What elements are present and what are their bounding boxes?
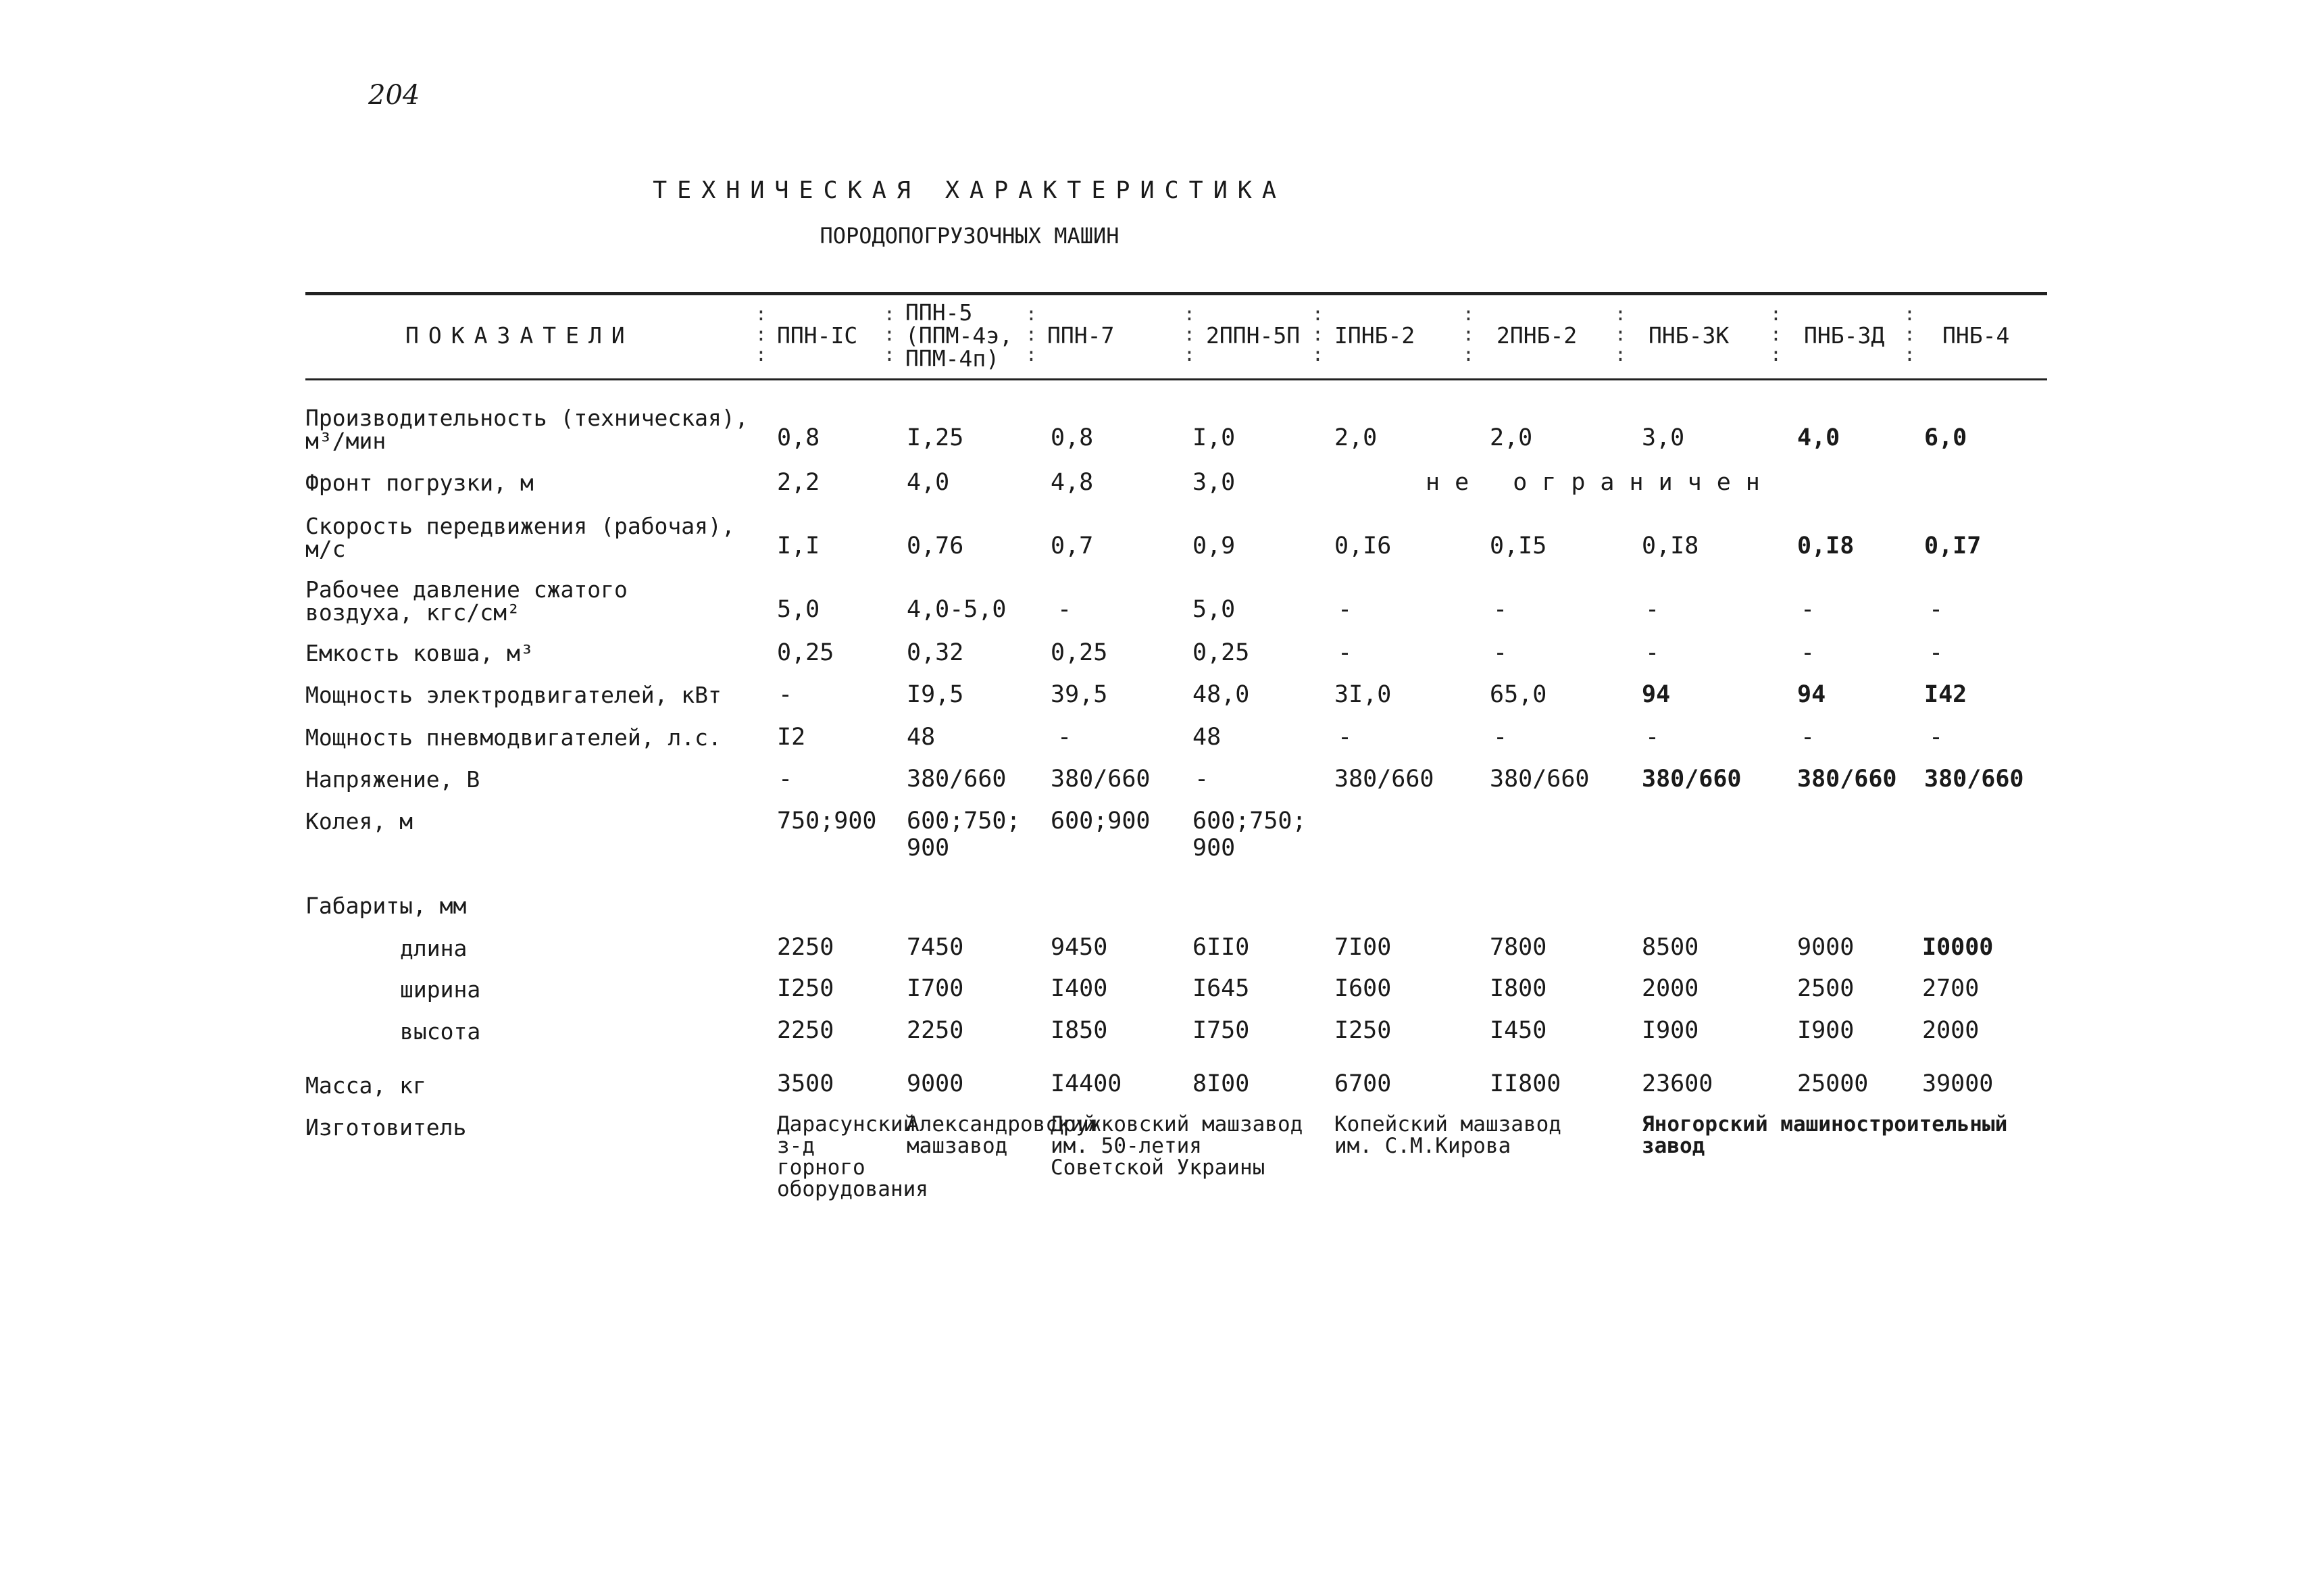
cell: 9000 <box>1797 934 1855 961</box>
cell: I250 <box>777 975 834 1002</box>
cell: 0,I8 <box>1642 532 1699 559</box>
dimensions-heading: Габариты, мм <box>305 893 467 919</box>
header-indicators <box>405 299 634 373</box>
cell: 2,0 <box>1490 424 1533 451</box>
cell: 0,I5 <box>1490 532 1547 559</box>
manufacturer-cell: Дружковский машзавод им. 50-летия Советской Украины <box>1051 1112 1303 1180</box>
cell: 380/660 <box>1334 766 1434 793</box>
cell: - <box>1057 596 1072 623</box>
cell: 380/660 <box>1924 766 2024 793</box>
document-title: ТЕХНИЧЕСКАЯ ХАРАКТЕРИСТИКА <box>653 177 1286 204</box>
cell: 0,7 <box>1051 532 1094 559</box>
column-separator: : : : <box>1463 303 1474 366</box>
cell: 5,0 <box>777 596 820 623</box>
cell: 2,2 <box>777 469 820 496</box>
cell: 2250 <box>777 934 834 961</box>
cell: 2250 <box>777 1017 834 1044</box>
cell: 65,0 <box>1490 681 1547 708</box>
cell: - <box>1194 766 1209 793</box>
cell: 4,0-5,0 <box>907 596 1007 623</box>
dimension-label-height: высота <box>400 1018 481 1045</box>
cell: I450 <box>1490 1017 1547 1044</box>
manufacturer-cell: Дарасунский з-д горного оборудования <box>777 1112 928 1201</box>
row-label-mass: Масса, кг <box>305 1072 426 1099</box>
cell: 2000 <box>1642 975 1699 1002</box>
cell: I800 <box>1490 975 1547 1002</box>
cell: I600 <box>1334 975 1392 1002</box>
manufacturer-cell: Копейский машзавод им. С.М.Кирова <box>1334 1112 1561 1158</box>
cell: 6II0 <box>1192 934 1250 961</box>
cell: - <box>1929 639 1944 666</box>
header-machine-9: ПНБ-4 <box>1942 322 2010 349</box>
cell-not-limited: не ограничен <box>1426 469 1775 496</box>
row-label-air-pressure: Рабочее давление сжатого воздуха, кгс/см² <box>305 576 628 626</box>
cell: 8I00 <box>1192 1070 1250 1097</box>
cell: 9450 <box>1051 934 1108 961</box>
column-separator: : : : <box>1904 303 1915 366</box>
cell: 3,0 <box>1642 424 1685 451</box>
cell: 600;750; 900 <box>1192 807 1307 862</box>
cell: 7450 <box>907 934 964 961</box>
cell: - <box>1801 639 1815 666</box>
page-number: 204 <box>368 80 420 111</box>
cell: 25000 <box>1797 1070 1869 1097</box>
cell: 0,8 <box>777 424 820 451</box>
cell: 0,8 <box>1051 424 1094 451</box>
cell: - <box>1801 724 1815 751</box>
cell: I,25 <box>907 424 964 451</box>
cell: - <box>1929 596 1944 623</box>
cell: I42 <box>1924 681 1967 708</box>
cell: 380/660 <box>1797 766 1897 793</box>
cell: I900 <box>1642 1017 1699 1044</box>
cell: 4,8 <box>1051 469 1094 496</box>
cell: - <box>1338 724 1353 751</box>
cell: 23600 <box>1642 1070 1713 1097</box>
row-label-bucket-capacity: Емкость ковша, м³ <box>305 640 534 666</box>
header-machine-7: ПНБ-3К <box>1649 322 1730 349</box>
cell: 3,0 <box>1192 469 1236 496</box>
cell: 600;750; 900 <box>907 807 1021 862</box>
cell: - <box>1338 596 1353 623</box>
cell: 6700 <box>1334 1070 1392 1097</box>
cell: II800 <box>1490 1070 1561 1097</box>
cell: 0,25 <box>1051 639 1108 666</box>
row-label-speed: Скорость передвижения (рабочая), м/с <box>305 513 735 562</box>
cell: 94 <box>1797 681 1826 708</box>
cell: 9000 <box>907 1070 964 1097</box>
cell: I900 <box>1797 1017 1855 1044</box>
cell: 2500 <box>1797 975 1855 1002</box>
cell: - <box>1801 596 1815 623</box>
cell: I700 <box>907 975 964 1002</box>
cell: - <box>1338 639 1353 666</box>
cell: 48 <box>1192 724 1222 751</box>
dimension-label-width: ширина <box>400 976 481 1003</box>
cell: - <box>1645 596 1660 623</box>
cell: 0,9 <box>1192 532 1236 559</box>
column-separator: : : : <box>755 303 767 366</box>
cell: - <box>1493 596 1508 623</box>
cell: 750;900 <box>777 807 877 834</box>
cell: 380/660 <box>907 766 1007 793</box>
cell: 0,I6 <box>1334 532 1392 559</box>
column-separator: : : : <box>1026 303 1037 366</box>
manufacturer-cell: Александровский машзавод <box>907 1112 1096 1158</box>
table-header-rule <box>305 378 2047 380</box>
cell: - <box>1493 639 1508 666</box>
cell: 6,0 <box>1924 424 1967 451</box>
row-label-voltage: Напряжение, В <box>305 766 480 793</box>
row-label-electric-power: Мощность электродвигателей, кВт <box>305 682 722 708</box>
cell: 380/660 <box>1642 766 1742 793</box>
cell: I645 <box>1192 975 1250 1002</box>
cell: 380/660 <box>1051 766 1151 793</box>
cell: 7I00 <box>1334 934 1392 961</box>
column-separator: : : : <box>884 303 895 366</box>
cell: I400 <box>1051 975 1108 1002</box>
header-machine-3: ППН-7 <box>1047 322 1115 349</box>
header-machine-2: ППН-5 (ППМ-4э, ППМ-4п) <box>905 299 1013 372</box>
cell: 48,0 <box>1192 681 1250 708</box>
header-machine-4: 2ППН-5П <box>1206 322 1301 349</box>
cell: - <box>1645 639 1660 666</box>
cell: 0,25 <box>1192 639 1250 666</box>
cell: - <box>1493 724 1508 751</box>
row-label-pneumatic-power: Мощность пневмодвигателей, л.с. <box>305 724 722 751</box>
header-machine-8: ПНБ-3Д <box>1804 322 1885 349</box>
cell: 2000 <box>1922 1017 1980 1044</box>
cell: 2,0 <box>1334 424 1378 451</box>
cell: I850 <box>1051 1017 1108 1044</box>
manufacturer-cell: Яногорский машиностроительный завод <box>1642 1112 2008 1158</box>
cell: 600;900 <box>1051 807 1151 834</box>
header-machine-6: 2ПНБ-2 <box>1496 322 1578 349</box>
cell: 3500 <box>777 1070 834 1097</box>
column-separator: : : : <box>1615 303 1626 366</box>
column-separator: : : : <box>1770 303 1782 366</box>
table-top-rule <box>305 292 2047 295</box>
row-label-manufacturer: Изготовитель <box>305 1114 467 1141</box>
row-label-productivity: Производительность (техническая), м³/мин <box>305 405 749 454</box>
cell: I4400 <box>1051 1070 1122 1097</box>
cell: 4,0 <box>907 469 950 496</box>
cell: I,0 <box>1192 424 1236 451</box>
cell: - <box>1645 724 1660 751</box>
header-machine-5: IПНБ-2 <box>1334 322 1415 349</box>
column-separator: : : : <box>1312 303 1324 366</box>
cell: 94 <box>1642 681 1671 708</box>
cell: I250 <box>1334 1017 1392 1044</box>
cell: 0,I8 <box>1797 532 1855 559</box>
cell: 5,0 <box>1192 596 1236 623</box>
cell: 7800 <box>1490 934 1547 961</box>
cell: 39,5 <box>1051 681 1108 708</box>
cell: 3I,0 <box>1334 681 1392 708</box>
cell: 0,25 <box>777 639 834 666</box>
cell: 2250 <box>907 1017 964 1044</box>
cell: 39000 <box>1922 1070 1994 1097</box>
dimension-label-length: длина <box>400 935 468 962</box>
cell: 380/660 <box>1490 766 1590 793</box>
cell: 4,0 <box>1797 424 1840 451</box>
cell: 8500 <box>1642 934 1699 961</box>
document-subtitle: ПОРОДОПОГРУЗОЧНЫХ МАШИН <box>820 223 1120 249</box>
row-label-loading-front: Фронт погрузки, м <box>305 470 534 496</box>
cell: - <box>778 681 793 708</box>
cell: - <box>778 766 793 793</box>
cell: I2 <box>777 724 806 751</box>
header-machine-1: ППН-IС <box>777 322 858 349</box>
cell: 2700 <box>1922 975 1980 1002</box>
cell: - <box>1057 724 1072 751</box>
cell: 0,I7 <box>1924 532 1982 559</box>
cell: I9,5 <box>907 681 964 708</box>
cell: - <box>1929 724 1944 751</box>
column-separator: : : : <box>1184 303 1195 366</box>
cell: I0000 <box>1922 934 1994 961</box>
cell: 0,32 <box>907 639 964 666</box>
header-indicator-label: ПОКАЗАТЕЛИ <box>405 322 634 349</box>
row-label-gauge: Колея, м <box>305 808 413 834</box>
cell: 48 <box>907 724 936 751</box>
cell: I,I <box>777 532 820 559</box>
cell: I750 <box>1192 1017 1250 1044</box>
cell: 0,76 <box>907 532 964 559</box>
